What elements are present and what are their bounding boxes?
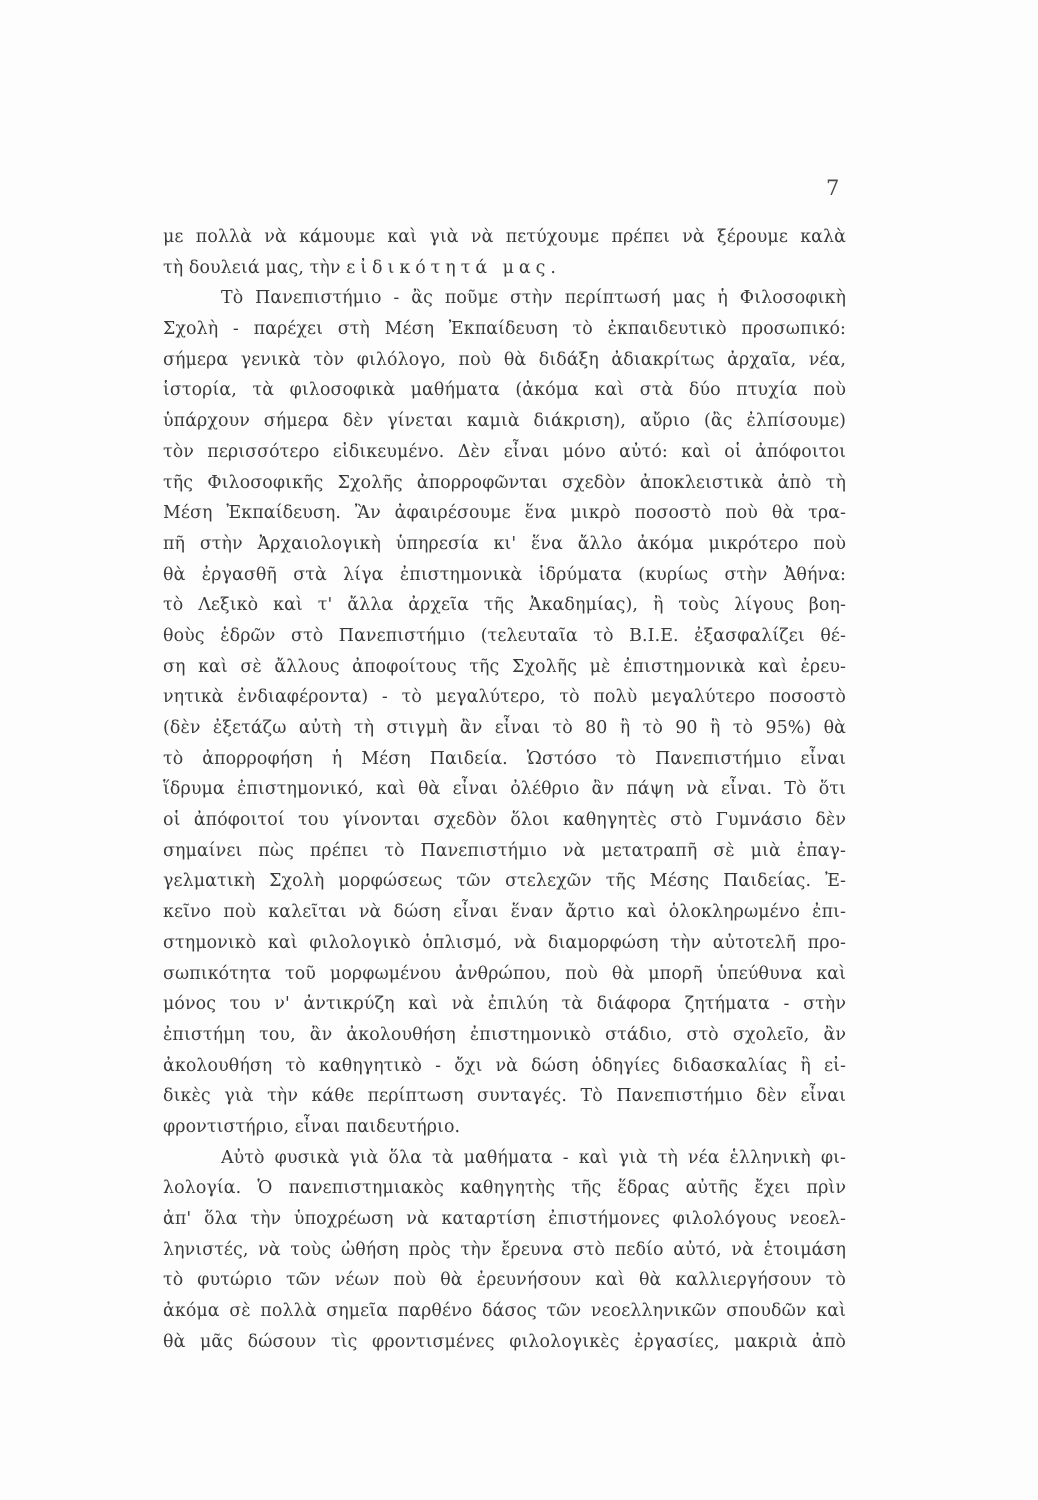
text-line: λολογία. Ὁ πανεπιστημιακὸς καθηγητὴς τῆς ἕδρας αὐτῆς ἔχει πρὶν [163,1178,846,1199]
text-line [163,253,846,284]
text-line: τὸ φυτώριο τῶν νέων ποὺ θὰ ἐρευνήσουν καὶ θὰ καλλιεργήσουν τὸ [163,1270,846,1291]
text-line: ἀκόμα σὲ πολλὰ σημεῖα παρθένο δάσος τῶν νεοελληνικῶν σπουδῶν καὶ [163,1301,846,1322]
text-line: σημαίνει πὼς πρέπει τὸ Πανεπιστήμιο νὰ μετατραπῆ σὲ μιὰ ἐπαγ- [163,840,846,861]
text-line: φροντιστήριο, εἶναι παιδευτήριο. [163,1116,461,1137]
text-line: θὰ μᾶς δώσουν τὶς φροντισμένες φιλολογικὲς ἐργασίες, μακριὰ ἀπὸ [163,1331,846,1352]
text-line: τὸν περισσότερο εἰδικευμένο. Δὲν εἶναι μόνο αὐτό: καὶ οἱ ἀπόφοιτοι [163,441,846,462]
text-line: τῆς Φιλοσοφικῆς Σχολῆς ἀπορροφῶνται σχεδὸν ἀποκλειστικὰ ἀπὸ τὴ [163,472,846,493]
text-line: ληνιστές, νὰ τοὺς ὠθήση πρὸς τὴν ἔρευνα στὸ πεδίο αὐτό, νὰ ἑτοιμάση [163,1239,846,1260]
text-line: Σχολὴ - παρέχει στὴ Μέση Ἐκπαίδευση τὸ ἐκπαιδευτικὸ προσωπικό: [163,319,846,340]
text-line: τὸ Λεξικὸ καὶ τ' ἄλλα ἀρχεῖα τῆς Ἀκαδημίας), ἢ τοὺς λίγους βοη- [163,595,846,616]
text-line: με πολλὰ νὰ κάμουμε καὶ γιὰ νὰ πετύχουμε πρέπει νὰ ξέρουμε καλὰ [163,227,846,247]
text-line: θὰ ἐργασθῆ στὰ λίγα ἐπιστημονικὰ ἱδρύματα (κυρίως στὴν Ἀθήνα: [163,564,846,585]
text-line: σωπικότητα τοῦ μορφωμένου ἀνθρώπου, ποὺ θὰ μπορῆ ὑπεύθυνα καὶ [163,963,846,984]
text-line: ἀπ' ὅλα τὴν ὑποχρέωση νὰ καταρτίση ἐπιστήμονες φιλολόγους νεοελ- [163,1209,846,1229]
text-line: ὑπάρχουν σήμερα δὲν γίνεται καμιὰ διάκριση), αὔριο (ἂς ἐλπίσουμε) [163,411,846,432]
text-line: ἱστορία, τὰ φιλοσοφικὰ μαθήματα (ἀκόμα καὶ στὰ δύο πτυχία ποὺ [163,380,846,401]
text-line: (δὲν ἐξετάζω αὐτὴ τὴ στιγμὴ ἂν εἶναι τὸ 80 ἢ τὸ 90 ἢ τὸ 95%) θὰ [163,718,846,738]
text-line: ἵδρυμα ἐπιστημονικό, καὶ θὰ εἶναι ὀλέθριο ἂν πάψη νὰ εἶναι. Τὸ ὅτι [163,779,846,800]
text-line: γελματικὴ Σχολὴ μορφώσεως τῶν στελεχῶν τῆς Μέσης Παιδείας. Ἐ- [163,871,846,892]
text-line: οἱ ἀπόφοιτοί του γίνονται σχεδὸν ὅλοι καθηγητὲς στὸ Γυμνάσιο δὲν [163,810,846,831]
page-number: 7 [826,176,840,200]
text-line: νητικὰ ἐνδιαφέροντα) - τὸ μεγαλύτερο, τὸ πολὺ μεγαλύτερο ποσοστὸ [163,687,846,708]
text-line: Αὐτὸ φυσικὰ γιὰ ὅλα τὰ μαθήματα - καὶ γιὰ τὴ νέα ἑλληνικὴ φι- [221,1147,846,1168]
text-line: ἀκολουθήση τὸ καθηγητικὸ - ὄχι νὰ δώση ὁδηγίες διδασκαλίας ἢ εἰ- [163,1055,846,1076]
text-line: σήμερα γενικὰ τὸν φιλόλογο, ποὺ θὰ διδάξη ἀδιακρίτως ἀρχαῖα, νέα, [163,349,846,370]
text-line: θοὺς ἑδρῶν στὸ Πανεπιστήμιο (τελευταῖα τὸ Β.Ι.Ε. ἐξασφαλίζει θέ- [163,625,846,646]
emphasized-word: εἰδικότητά μας. [346,257,561,278]
text-line: μόνος του ν' ἀντικρύζη καὶ νὰ ἐπιλύη τὰ διάφορα ζητήματα - στὴν [163,994,846,1015]
text-line: πῆ στὴν Ἀρχαιολογικὴ ὑπηρεσία κι' ἕνα ἄλλο ἀκόμα μικρότερο ποὺ [163,533,846,554]
text-line: Μέση Ἐκπαίδευση. Ἂν ἀφαιρέσουμε ἕνα μικρὸ ποσοστὸ ποὺ θὰ τρα- [163,503,846,524]
text-line: στημονικὸ καὶ φιλολογικὸ ὁπλισμό, νὰ διαμορφώση τὴν αὐτοτελῆ προ- [163,932,846,953]
body-text [163,222,846,1357]
text-line: δικὲς γιὰ τὴν κάθε περίπτωση συνταγές. Τὸ Πανεπιστήμιο δὲν εἶναι [163,1086,846,1107]
text-line: ἐπιστήμη του, ἂν ἀκολουθήση ἐπιστημονικὸ στάδιο, στὸ σχολεῖο, ἂν [163,1024,846,1045]
text-line: κεῖνο ποὺ καλεῖται νὰ δώση εἶναι ἕναν ἄρτιο καὶ ὁλοκληρωμένο ἐπι- [163,902,846,923]
text-line-start: τὴ δουλειά μας, τὴν [163,257,341,278]
text-line: τὸ ἀπορροφήση ἡ Μέση Παιδεία. Ὡστόσο τὸ Πανεπιστήμιο εἶναι [163,748,846,769]
text-line: Τὸ Πανεπιστήμιο - ἂς ποῦμε στὴν περίπτωσή μας ἡ Φιλοσοφικὴ [221,288,846,309]
text-line: ση καὶ σὲ ἄλλους ἀποφοίτους τῆς Σχολῆς μὲ ἐπιστημονικὰ καὶ ἐρευ- [163,656,846,677]
